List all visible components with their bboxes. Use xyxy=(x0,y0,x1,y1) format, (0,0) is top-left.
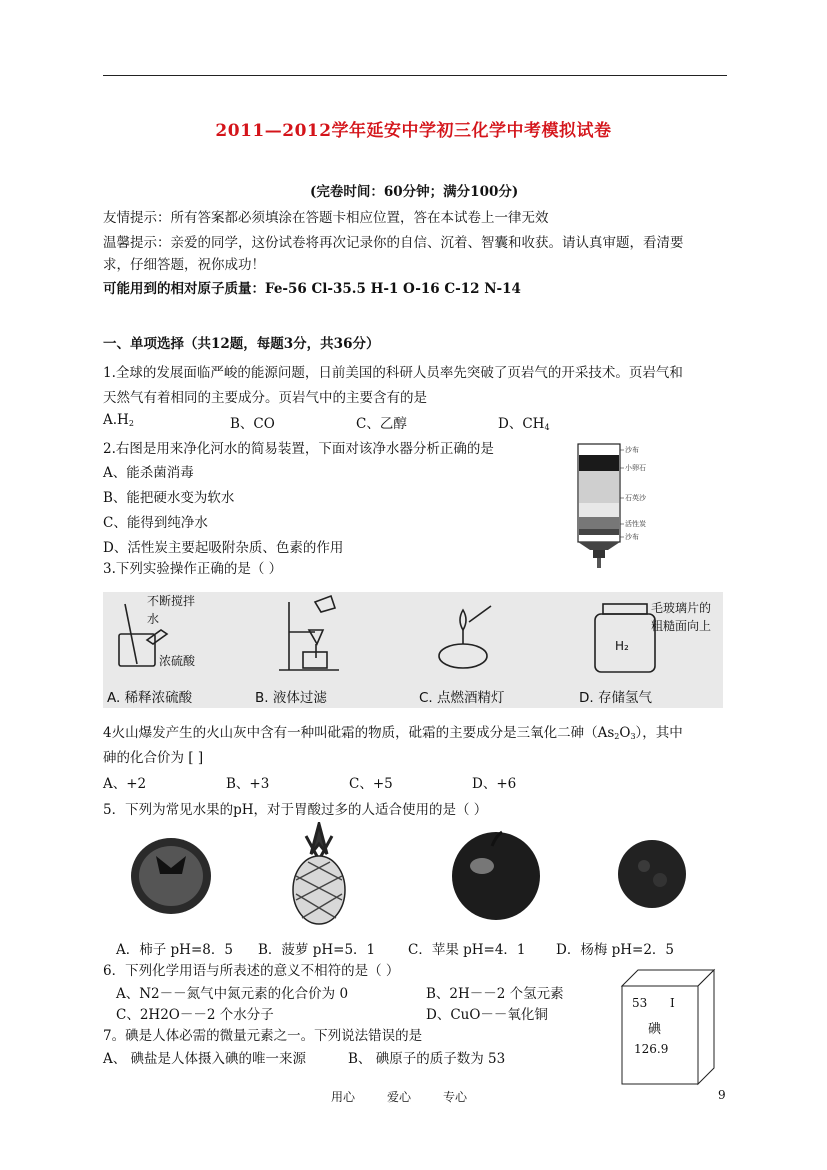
fig-label-quartz: 石英沙 xyxy=(625,494,646,502)
q1-option-a: $A.H_2$ xyxy=(103,412,134,428)
q3-img-text-glass: 毛玻璃片的 xyxy=(651,601,712,615)
q1-option-c: C、乙醇 xyxy=(356,416,407,432)
q1-line-1: 1.全球的发展面临严峻的能源问题，日前美国的科研人员率先突破了页岩气的开采技术。页岩气和 xyxy=(103,365,683,381)
footer-motto-1: 用心 xyxy=(331,1090,356,1104)
q4-option-b: B、+3 xyxy=(226,776,270,792)
fig-label-carbon: 活性炭 xyxy=(625,520,646,528)
q3-img-text-rough: 粗糙面向上 xyxy=(651,619,712,633)
header-rule xyxy=(103,75,727,76)
exam-time: (完卷时间：60分钟；满分100分) xyxy=(310,184,519,200)
footer-motto-2: 爱心 xyxy=(387,1090,412,1104)
q3-img-text-water: 水 xyxy=(147,612,160,626)
pineapple-image xyxy=(288,822,350,926)
persimmon-image xyxy=(126,826,216,920)
q7-option-b: B、 碘原子的质子数为 53 xyxy=(348,1051,506,1067)
q3-img-text-stir: 不断搅拌 xyxy=(147,594,196,608)
q2-option-d: D、活性炭主要起吸附杂质、色素的作用 xyxy=(103,540,344,556)
q6-option-a: A、N2－－氮气中氮元素的化合价为 0 xyxy=(116,986,349,1002)
fig-label-cloth-top: 沙布 xyxy=(625,446,639,454)
q4-option-d: D、+6 xyxy=(472,776,517,792)
q1-option-d: D、$CH_4$ xyxy=(498,416,550,432)
q4-option-a: A、+2 xyxy=(103,776,147,792)
q2-option-b: B、能把硬水变为软水 xyxy=(103,490,235,506)
q3-lab-operations-image xyxy=(103,592,723,708)
q6-option-c: C、2H2O－－2 个水分子 xyxy=(116,1007,274,1023)
q2-option-c: C、能得到纯净水 xyxy=(103,515,208,531)
element-mass: 126.9 xyxy=(634,1042,669,1056)
q6-option-b: B、2H－－2 个氢元素 xyxy=(426,986,564,1002)
page-number: 9 xyxy=(718,1088,726,1102)
q2-stem: 2.右图是用来净化河水的简易装置，下面对该净水器分析正确的是 xyxy=(103,441,494,457)
q5-option-b: B．菠萝 pH=5．1 xyxy=(258,942,376,958)
atomic-mass-line: 可能用到的相对原子质量：Fe-56 Cl-35.5 H-1 O-16 C-12 N-14 xyxy=(103,281,521,297)
q4-option-c: C、+5 xyxy=(349,776,393,792)
q4-line-1: 4火山爆发产生的火山灰中含有一种叫砒霜的物质，砒霜的主要成分是三氧化二砷$(As_2O_3)$，其中 xyxy=(103,725,683,741)
element-symbol: I xyxy=(670,996,675,1010)
q5-option-a: A．柿子 pH=8．5 xyxy=(116,942,233,958)
fig-label-pebble: 小卵石 xyxy=(625,464,646,472)
q3-img-text-acid: 浓硫酸 xyxy=(159,654,196,668)
q6-stem: 6．下列化学用语与所表述的意义不相符的是（ ） xyxy=(103,963,400,979)
water-purifier-figure xyxy=(568,440,688,570)
q3-option-d: D. 存储氢气 xyxy=(579,690,652,706)
element-number: 53 xyxy=(632,996,648,1010)
q1-line-2: 天然气有着相同的主要成分。页岩气中的主要含有的是 xyxy=(103,390,427,406)
iodine-element-card xyxy=(620,968,716,1086)
q3-img-text-h2: H₂ xyxy=(615,639,629,653)
fig-label-cloth-bottom: 沙布 xyxy=(625,533,639,541)
element-name: 碘 xyxy=(648,1022,662,1037)
q3-option-b: B. 液体过滤 xyxy=(255,690,327,706)
section-heading: 一、单项选择（共12题，每题3分，共36分） xyxy=(103,336,380,352)
tip-2-line-1: 温馨提示：亲爱的同学，这份试卷将再次记录你的自信、沉着、智囊和收获。请认真审题，看清要 xyxy=(103,235,684,251)
q5-option-c: C．苹果 pH=4．1 xyxy=(408,942,526,958)
q2-option-a: A、能杀菌消毒 xyxy=(103,465,194,481)
footer-motto-3: 专心 xyxy=(443,1090,468,1104)
q7-stem: 7。碘是人体必需的微量元素之一。下列说法错误的是 xyxy=(103,1028,423,1044)
q4-line-2: 砷的化合价为 [ ] xyxy=(103,750,204,766)
q1-option-b: B、CO xyxy=(230,416,275,432)
q3-option-c: C. 点燃酒精灯 xyxy=(419,690,505,706)
tip-2-line-2: 求，仔细答题，祝你成功！ xyxy=(103,257,265,273)
q3-option-a: A. 稀释浓硫酸 xyxy=(107,690,193,706)
page-title: 2011—2012学年延安中学初三化学中考模拟试卷 xyxy=(215,121,612,141)
q5-option-d: D．杨梅 pH=2．5 xyxy=(556,942,675,958)
q6-option-d: D、CuO－－氧化铜 xyxy=(426,1007,548,1023)
q3-stem: 3.下列实验操作正确的是（ ） xyxy=(103,561,283,577)
q5-stem: 5．下列为常见水果的pH，对于胃酸过多的人适合使用的是（ ） xyxy=(103,802,488,818)
apple-image xyxy=(448,826,544,922)
q7-option-a: A、 碘盐是人体摄入碘的唯一来源 xyxy=(103,1051,307,1067)
tip-1: 友情提示：所有答案都必须填涂在答题卡相应位置，答在本试卷上一律无效 xyxy=(103,210,549,226)
bayberry-image xyxy=(614,836,690,912)
